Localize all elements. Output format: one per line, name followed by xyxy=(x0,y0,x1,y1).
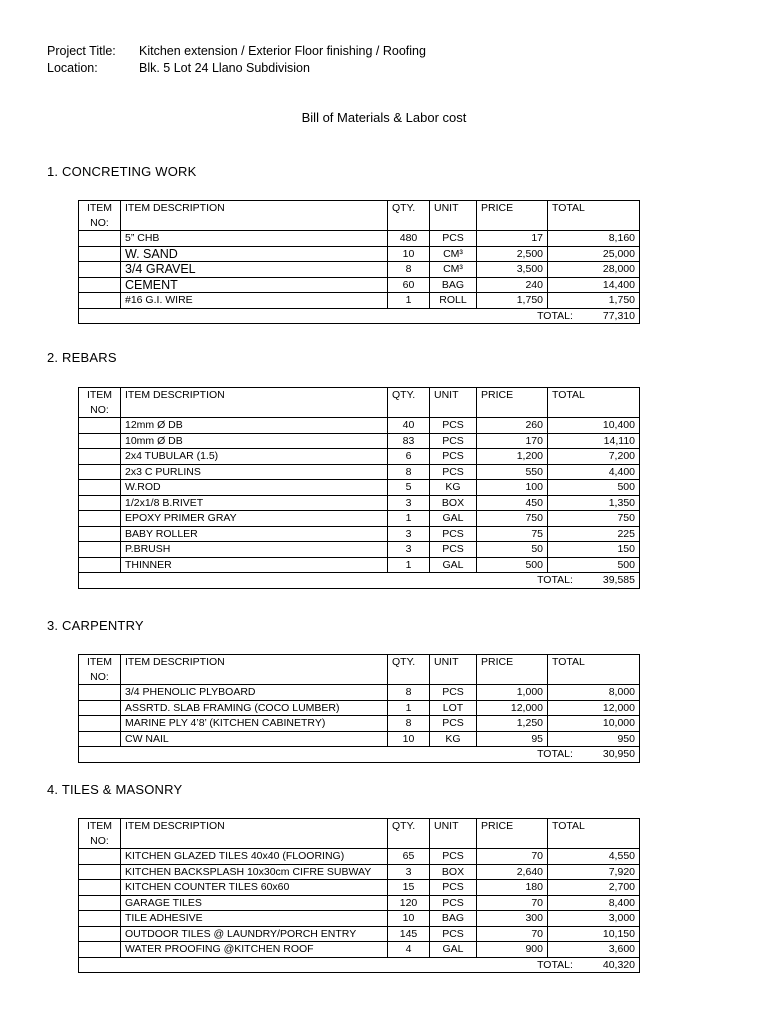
cell-qty: 40 xyxy=(388,418,430,434)
cell-description: 12mm Ø DB xyxy=(121,418,388,434)
cell-item-no xyxy=(79,433,121,449)
col-header-qty: QTY. xyxy=(388,819,430,849)
cell-total: 7,920 xyxy=(548,864,640,880)
cell-description: 2x4 TUBULAR (1.5) xyxy=(121,449,388,465)
cell-unit: PCS xyxy=(430,716,477,732)
cell-unit: BAG xyxy=(430,911,477,927)
cell-qty: 15 xyxy=(388,880,430,896)
cell-price: 1,250 xyxy=(477,716,548,732)
table-header-row xyxy=(79,388,640,418)
cell-description: THINNER xyxy=(121,557,388,573)
col-header-unit: UNIT xyxy=(430,388,477,418)
cell-item-no xyxy=(79,557,121,573)
document-title: Bill of Materials & Labor cost xyxy=(301,110,467,125)
cell-price: 180 xyxy=(477,880,548,896)
total-label: TOTAL: xyxy=(537,309,573,322)
table-row xyxy=(79,480,640,496)
table-row xyxy=(79,700,640,716)
cell-description: KITCHEN GLAZED TILES 40x40 (FLOORING) xyxy=(121,849,388,865)
total-cell xyxy=(79,573,640,589)
table-row xyxy=(79,895,640,911)
table-row xyxy=(79,449,640,465)
cell-total: 10,400 xyxy=(548,418,640,434)
col-header-item-no-text xyxy=(83,201,116,230)
table-header-row xyxy=(79,819,640,849)
cell-price: 70 xyxy=(477,849,548,865)
cell-description: OUTDOOR TILES @ LAUNDRY/PORCH ENTRY xyxy=(121,926,388,942)
col-header-item-no-line: ITEM xyxy=(86,389,113,401)
cell-total: 4,550 xyxy=(548,849,640,865)
cell-unit: LOT xyxy=(430,700,477,716)
table-row xyxy=(79,418,640,434)
cell-total: 225 xyxy=(548,526,640,542)
cell-total: 8,000 xyxy=(548,685,640,701)
table-row xyxy=(79,557,640,573)
total-value: 40,320 xyxy=(602,958,635,971)
total-value: 30,950 xyxy=(602,748,635,760)
col-header-item-no xyxy=(79,388,121,418)
cell-total: 8,160 xyxy=(548,231,640,247)
cell-description: GARAGE TILES xyxy=(121,895,388,911)
total-cell xyxy=(79,308,640,324)
cell-qty: 60 xyxy=(388,277,430,293)
cell-price: 12,000 xyxy=(477,700,548,716)
cell-description: 1/2x1/8 B.RIVET xyxy=(121,495,388,511)
section-title-tiles: 4. TILES & MASONRY xyxy=(47,782,183,797)
cell-qty: 8 xyxy=(388,716,430,732)
section-title-rebars: 2. REBARS xyxy=(47,350,117,365)
cell-unit: PCS xyxy=(430,433,477,449)
cell-price: 70 xyxy=(477,895,548,911)
cell-unit: PCS xyxy=(430,449,477,465)
col-header-item-no-text xyxy=(83,819,116,848)
table-row xyxy=(79,277,640,293)
table-row xyxy=(79,731,640,747)
cell-total: 500 xyxy=(548,557,640,573)
cell-total: 14,400 xyxy=(548,277,640,293)
cell-qty: 145 xyxy=(388,926,430,942)
cell-total: 14,110 xyxy=(548,433,640,449)
location-row xyxy=(47,61,310,75)
table-row xyxy=(79,685,640,701)
cell-qty: 6 xyxy=(388,449,430,465)
cell-item-no xyxy=(79,511,121,527)
cell-total: 25,000 xyxy=(548,246,640,262)
total-cell xyxy=(79,747,640,763)
cell-total: 3,000 xyxy=(548,911,640,927)
cell-total: 2,700 xyxy=(548,880,640,896)
cell-description: W.ROD xyxy=(121,480,388,496)
table-row xyxy=(79,246,640,262)
project-title-row xyxy=(47,44,426,58)
cell-total: 7,200 xyxy=(548,449,640,465)
col-header-item-no-line: NO: xyxy=(90,670,109,683)
col-header-price: PRICE xyxy=(477,201,548,231)
total-cell xyxy=(79,957,640,973)
table-total-row xyxy=(79,573,640,589)
cell-description: EPOXY PRIMER GRAY xyxy=(121,511,388,527)
table-row xyxy=(79,716,640,732)
col-header-total: TOTAL xyxy=(548,819,640,849)
col-header-item-no xyxy=(79,655,121,685)
col-header-description: ITEM DESCRIPTION xyxy=(121,655,388,685)
cell-price: 50 xyxy=(477,542,548,558)
cell-description: WATER PROOFING @KITCHEN ROOF xyxy=(121,942,388,958)
cell-price: 500 xyxy=(477,557,548,573)
cell-item-no xyxy=(79,464,121,480)
cell-qty: 10 xyxy=(388,731,430,747)
cell-unit: PCS xyxy=(430,685,477,701)
col-header-item-no-text xyxy=(83,388,116,417)
cell-unit: ROLL xyxy=(430,293,477,309)
col-header-total: TOTAL xyxy=(548,655,640,685)
table-total-row xyxy=(79,957,640,973)
cell-price: 3,500 xyxy=(477,262,548,278)
table-row xyxy=(79,880,640,896)
col-header-price: PRICE xyxy=(477,388,548,418)
cell-price: 550 xyxy=(477,464,548,480)
cell-unit: GAL xyxy=(430,511,477,527)
total-label: TOTAL: xyxy=(537,574,573,586)
cell-price: 900 xyxy=(477,942,548,958)
cell-qty: 1 xyxy=(388,700,430,716)
table-header-row xyxy=(79,201,640,231)
table-row xyxy=(79,262,640,278)
cell-qty: 1 xyxy=(388,511,430,527)
cell-price: 1,000 xyxy=(477,685,548,701)
cell-item-no xyxy=(79,542,121,558)
cell-unit: BOX xyxy=(430,495,477,511)
cell-unit: KG xyxy=(430,731,477,747)
cell-description: 5” CHB xyxy=(121,231,388,247)
table-row xyxy=(79,511,640,527)
cell-unit: GAL xyxy=(430,942,477,958)
cell-unit: BAG xyxy=(430,277,477,293)
cell-price: 17 xyxy=(477,231,548,247)
cell-description: 10mm Ø DB xyxy=(121,433,388,449)
cell-item-no xyxy=(79,246,121,262)
cell-qty: 480 xyxy=(388,231,430,247)
cell-item-no xyxy=(79,480,121,496)
cell-qty: 10 xyxy=(388,911,430,927)
cell-item-no xyxy=(79,262,121,278)
cell-qty: 65 xyxy=(388,849,430,865)
cell-total: 8,400 xyxy=(548,895,640,911)
cell-qty: 5 xyxy=(388,480,430,496)
cell-unit: KG xyxy=(430,480,477,496)
cell-unit: PCS xyxy=(430,464,477,480)
cell-description: KITCHEN COUNTER TILES 60x60 xyxy=(121,880,388,896)
cell-qty: 10 xyxy=(388,246,430,262)
cell-description: 3/4 PHENOLIC PLYBOARD xyxy=(121,685,388,701)
cell-item-no xyxy=(79,277,121,293)
col-header-item-no xyxy=(79,819,121,849)
cell-item-no xyxy=(79,418,121,434)
cell-price: 300 xyxy=(477,911,548,927)
table-tiles xyxy=(78,818,640,973)
cell-unit: PCS xyxy=(430,849,477,865)
col-header-description: ITEM DESCRIPTION xyxy=(121,388,388,418)
cell-price: 1,200 xyxy=(477,449,548,465)
cell-qty: 8 xyxy=(388,685,430,701)
cell-item-no xyxy=(79,700,121,716)
cell-total: 3,600 xyxy=(548,942,640,958)
cell-unit: CM³ xyxy=(430,262,477,278)
cell-item-no xyxy=(79,293,121,309)
cell-qty: 1 xyxy=(388,557,430,573)
cell-unit: PCS xyxy=(430,926,477,942)
col-header-qty: QTY. xyxy=(388,655,430,685)
cell-item-no xyxy=(79,926,121,942)
cell-description: #16 G.I. WIRE xyxy=(121,293,388,309)
col-header-item-no-line: ITEM xyxy=(86,656,113,668)
col-header-item-no-line: ITEM xyxy=(86,820,113,832)
total-label: TOTAL: xyxy=(537,748,573,760)
cell-qty: 1 xyxy=(388,293,430,309)
cell-qty: 4 xyxy=(388,942,430,958)
cell-price: 450 xyxy=(477,495,548,511)
table-row xyxy=(79,495,640,511)
cell-price: 260 xyxy=(477,418,548,434)
table-total-row xyxy=(79,747,640,763)
table-row xyxy=(79,926,640,942)
cell-description: 2x3 C PURLINS xyxy=(121,464,388,480)
project-title-value: Kitchen extension / Exterior Floor finishing / Roofing xyxy=(139,44,426,58)
cell-description: MARINE PLY 4’8’ (KITCHEN CABINETRY) xyxy=(121,716,388,732)
table-total-row xyxy=(79,308,640,324)
col-header-qty: QTY. xyxy=(388,201,430,231)
cell-qty: 3 xyxy=(388,495,430,511)
table-row xyxy=(79,849,640,865)
cell-unit: PCS xyxy=(430,526,477,542)
table-rebars xyxy=(78,387,640,589)
cell-qty: 3 xyxy=(388,526,430,542)
table-row xyxy=(79,231,640,247)
cell-total: 28,000 xyxy=(548,262,640,278)
col-header-qty: QTY. xyxy=(388,388,430,418)
cell-unit: PCS xyxy=(430,418,477,434)
cell-description: BABY ROLLER xyxy=(121,526,388,542)
table-concreting xyxy=(78,200,640,324)
col-header-description: ITEM DESCRIPTION xyxy=(121,819,388,849)
cell-price: 170 xyxy=(477,433,548,449)
cell-unit: PCS xyxy=(430,231,477,247)
cell-item-no xyxy=(79,449,121,465)
cell-total: 10,150 xyxy=(548,926,640,942)
cell-total: 12,000 xyxy=(548,700,640,716)
cell-price: 95 xyxy=(477,731,548,747)
table-row xyxy=(79,526,640,542)
cell-price: 2,640 xyxy=(477,864,548,880)
cell-price: 1,750 xyxy=(477,293,548,309)
cell-item-no xyxy=(79,864,121,880)
cell-description: TILE ADHESIVE xyxy=(121,911,388,927)
cell-description: CEMENT xyxy=(121,277,388,293)
table-row xyxy=(79,464,640,480)
cell-price: 750 xyxy=(477,511,548,527)
total-label: TOTAL: xyxy=(537,958,573,971)
cell-total: 1,350 xyxy=(548,495,640,511)
cell-item-no xyxy=(79,685,121,701)
col-header-item-no xyxy=(79,201,121,231)
col-header-description: ITEM DESCRIPTION xyxy=(121,201,388,231)
table-row xyxy=(79,864,640,880)
col-header-unit: UNIT xyxy=(430,201,477,231)
cell-description: 3/4 GRAVEL xyxy=(121,262,388,278)
col-header-price: PRICE xyxy=(477,819,548,849)
col-header-total: TOTAL xyxy=(548,388,640,418)
cell-qty: 8 xyxy=(388,464,430,480)
cell-item-no xyxy=(79,911,121,927)
cell-price: 70 xyxy=(477,926,548,942)
cell-item-no xyxy=(79,849,121,865)
col-header-item-no-text xyxy=(83,655,116,684)
total-value: 39,585 xyxy=(602,574,635,586)
cell-total: 10,000 xyxy=(548,716,640,732)
section-title-carpentry: 3. CARPENTRY xyxy=(47,618,144,633)
table-row xyxy=(79,942,640,958)
section-title-concreting: 1. CONCRETING WORK xyxy=(47,164,197,179)
cell-price: 240 xyxy=(477,277,548,293)
col-header-price: PRICE xyxy=(477,655,548,685)
table-row xyxy=(79,433,640,449)
cell-item-no xyxy=(79,231,121,247)
table-row xyxy=(79,911,640,927)
cell-item-no xyxy=(79,895,121,911)
cell-total: 950 xyxy=(548,731,640,747)
col-header-total: TOTAL xyxy=(548,201,640,231)
cell-unit: CM³ xyxy=(430,246,477,262)
cell-item-no xyxy=(79,880,121,896)
cell-unit: BOX xyxy=(430,864,477,880)
cell-qty: 3 xyxy=(388,542,430,558)
location-label: Location: xyxy=(47,61,98,75)
col-header-unit: UNIT xyxy=(430,819,477,849)
table-header-row xyxy=(79,655,640,685)
table-row xyxy=(79,293,640,309)
cell-unit: PCS xyxy=(430,880,477,896)
cell-unit: PCS xyxy=(430,542,477,558)
cell-total: 1,750 xyxy=(548,293,640,309)
cell-description: W. SAND xyxy=(121,246,388,262)
col-header-unit: UNIT xyxy=(430,655,477,685)
cell-item-no xyxy=(79,716,121,732)
cell-price: 2,500 xyxy=(477,246,548,262)
col-header-item-no-line: ITEM xyxy=(86,202,113,214)
cell-total: 500 xyxy=(548,480,640,496)
table-row xyxy=(79,542,640,558)
cell-unit: GAL xyxy=(430,557,477,573)
cell-total: 4,400 xyxy=(548,464,640,480)
cell-item-no xyxy=(79,942,121,958)
total-value: 77,310 xyxy=(602,309,635,322)
cell-item-no xyxy=(79,495,121,511)
cell-item-no xyxy=(79,731,121,747)
project-title-label: Project Title: xyxy=(47,44,116,58)
cell-total: 750 xyxy=(548,511,640,527)
cell-qty: 8 xyxy=(388,262,430,278)
cell-item-no xyxy=(79,526,121,542)
cell-qty: 120 xyxy=(388,895,430,911)
cell-total: 150 xyxy=(548,542,640,558)
table-carpentry xyxy=(78,654,640,763)
col-header-item-no-line: NO: xyxy=(90,834,109,847)
cell-price: 75 xyxy=(477,526,548,542)
cell-qty: 83 xyxy=(388,433,430,449)
col-header-item-no-line: NO: xyxy=(90,403,109,416)
col-header-item-no-line: NO: xyxy=(90,216,109,229)
cell-description: ASSRTD. SLAB FRAMING (COCO LUMBER) xyxy=(121,700,388,716)
cell-unit: PCS xyxy=(430,895,477,911)
cell-description: P.BRUSH xyxy=(121,542,388,558)
cell-qty: 3 xyxy=(388,864,430,880)
location-value: Blk. 5 Lot 24 Llano Subdivision xyxy=(139,61,310,75)
cell-description: KITCHEN BACKSPLASH 10x30cm CIFRE SUBWAY xyxy=(121,864,388,880)
cell-price: 100 xyxy=(477,480,548,496)
cell-description: CW NAIL xyxy=(121,731,388,747)
